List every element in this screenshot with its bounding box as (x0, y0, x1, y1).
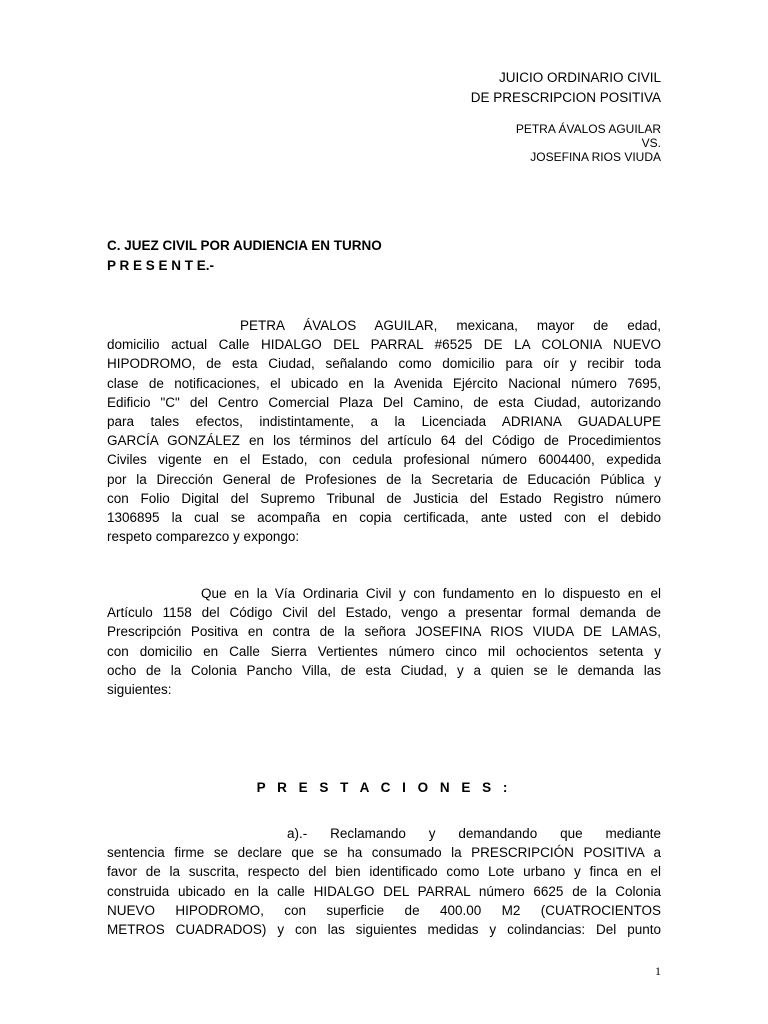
paragraph-line: con domicilio en Calle Sierra Vertientes número cinco mil ochocientos setenta y (107, 643, 661, 659)
section-title: P R E S T A C I O N E S : (256, 780, 512, 795)
header-case-subtype: DE PRESCRIPCION POSITIVA (470, 90, 661, 105)
paragraph-line: Civiles vigente en el Estado, con cedula profesional número 6004400, expedida (107, 452, 661, 468)
paragraph-line: Artículo 1158 del Código Civil del Estado, vengo a presentar formal demanda de (107, 605, 661, 621)
paragraph-line: Edificio "C" del Centro Comercial Plaza Del Camino, de esta Ciudad, autorizando (107, 394, 661, 410)
paragraph-line: sentencia firme se declare que se ha consumado la PRESCRIPCIÓN POSITIVA a (107, 845, 661, 861)
paragraph-line: respeto comparezco y expongo: (107, 529, 300, 545)
header-defendant: JOSEFINA RIOS VIUDA (530, 150, 661, 164)
paragraph-line: construida ubicado en la calle HIDALGO DEL PARRAL número 6625 de la Colonia (107, 883, 661, 899)
paragraph-line: ocho de la Colonia Pancho Villa, de esta Ciudad, y a quien se le demanda las (107, 662, 661, 678)
page-number: 1 (655, 964, 661, 978)
paragraph-line: PETRA ÁVALOS AGUILAR, mexicana, mayor de edad, (240, 318, 661, 333)
paragraph-line: para tales efectos, indistintamente, a la Licenciada ADRIANA GUADALUPE (107, 414, 661, 430)
paragraph-line: por la Dirección General de Profesiones de la Secretaria de Educación Pública y (107, 471, 661, 487)
header-case-type: JUICIO ORDINARIO CIVIL (498, 70, 661, 85)
paragraph-line: Prescripción Positiva en contra de la señora JOSEFINA RIOS VIUDA DE LAMAS, (107, 624, 661, 640)
paragraph-line: Que en la Vía Ordinaria Civil y con fundamento en lo dispuesto en el (201, 586, 661, 601)
addressee-present: P R E S E N T E.- (107, 258, 215, 273)
paragraph-line: con Folio Digital del Supremo Tribunal de Justicia del Estado Registro número (107, 490, 661, 506)
header-versus: VS. (641, 136, 661, 150)
paragraph-line: NUEVO HIPODROMO, con superficie de 400.00 M2 (CUATROCIENTOS (107, 902, 661, 918)
paragraph-intro (107, 316, 661, 546)
paragraph-line: domicilio actual Calle HIDALGO DEL PARRAL #6525 DE LA COLONIA NUEVO (107, 337, 661, 353)
addressee-judge: C. JUEZ CIVIL POR AUDIENCIA EN TURNO (107, 238, 382, 253)
paragraph-line: GARCÍA GONZÁLEZ en los términos del artículo 64 del Código de Procedimientos (107, 433, 661, 449)
paragraph-line: METROS CUADRADOS) y con las siguientes medidas y colindancias: Del punto (107, 922, 661, 938)
paragraph-prestacion-a (107, 824, 661, 939)
paragraph-line: clase de notificaciones, el ubicado en la Avenida Ejército Nacional número 7695, (107, 375, 661, 391)
paragraph-line: HIPODROMO, de esta Ciudad, señalando como domicilio para oír y recibir toda (107, 356, 661, 372)
paragraph-claim (107, 584, 661, 699)
header-plaintiff: PETRA ÁVALOS AGUILAR (515, 122, 661, 136)
paragraph-line: a).- Reclamando y demandando que mediante (287, 826, 661, 841)
paragraph-line: favor de la suscrita, respecto del bien identificado como Lote urbano y finca en el (107, 864, 661, 880)
paragraph-line: 1306895 la cual se acompaña en copia certificada, ante usted con el debido (107, 510, 661, 526)
paragraph-line: siguientes: (107, 682, 172, 698)
